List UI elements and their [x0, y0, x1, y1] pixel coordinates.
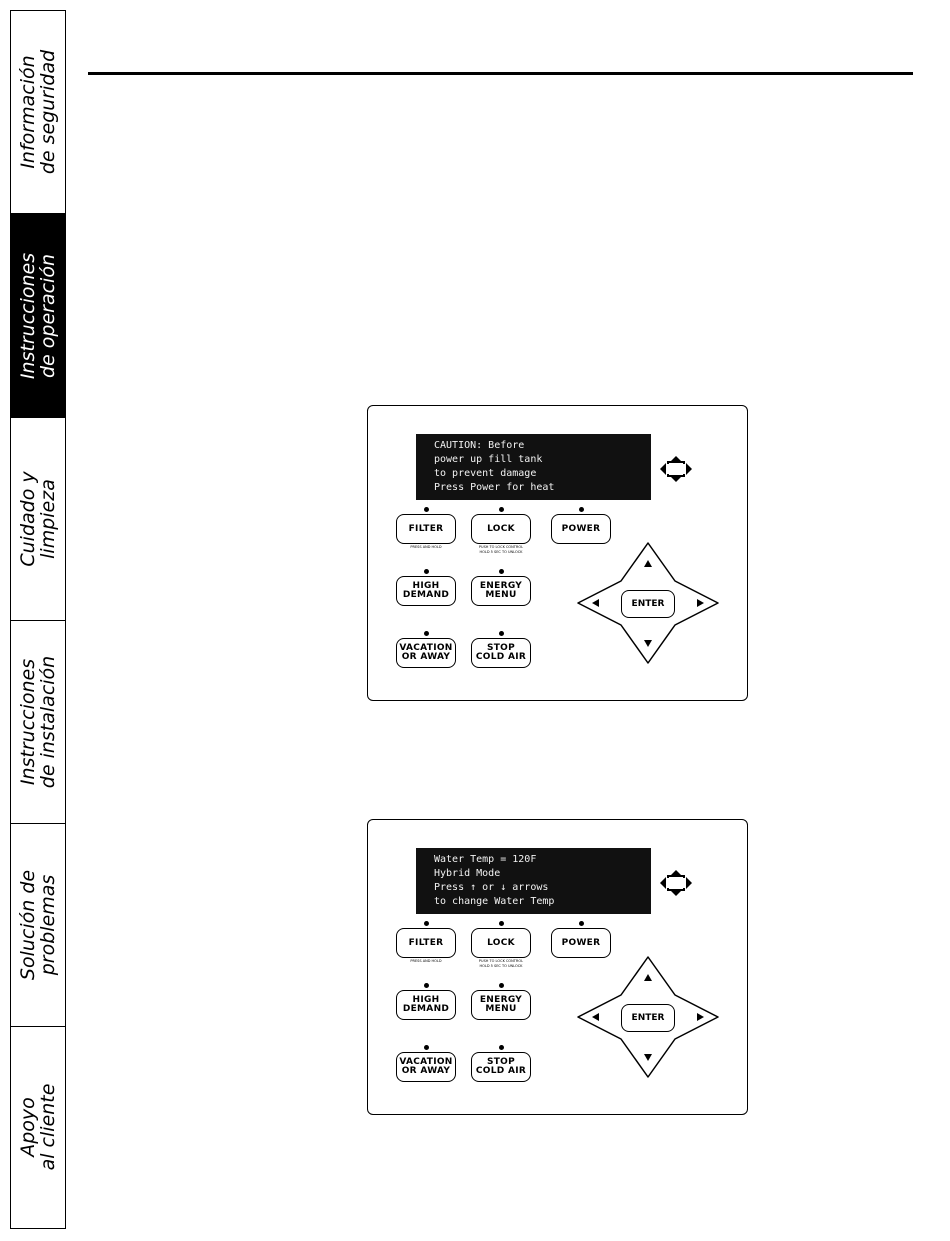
lock-label: LOCK	[487, 937, 515, 948]
energy-menu-label-2: MENU	[485, 590, 517, 600]
filter-sublabel: PRESS AND HOLD	[410, 959, 442, 963]
vacation-control	[395, 631, 457, 668]
enter-button[interactable]	[621, 1004, 675, 1032]
stop-cold-air-label-2: COLD AIR	[475, 652, 527, 662]
lock-indicator-light	[499, 507, 504, 512]
stop-cold-air-button[interactable]	[471, 1052, 531, 1082]
power-label: POWER	[561, 937, 601, 948]
stop-cold-air-control	[470, 631, 532, 668]
lcd-line: Water Temp = 120F	[434, 854, 537, 865]
tab-care-cleaning[interactable]	[11, 418, 65, 621]
tab-safety-information[interactable]	[11, 11, 65, 214]
vacation-or-away-button[interactable]	[396, 1052, 456, 1082]
vacation-label-1: VACATION	[399, 643, 453, 653]
vacation-label-2: OR AWAY	[401, 652, 451, 662]
vacation-label-1: VACATION	[399, 1057, 453, 1067]
energy-menu-control	[470, 983, 532, 1020]
vacation-control	[395, 1045, 457, 1082]
energy-menu-label-1: ENERGY	[479, 995, 523, 1005]
lcd-line: CAUTION: Before	[434, 440, 525, 451]
energy-menu-indicator-light	[499, 983, 504, 988]
high-demand-button[interactable]	[396, 990, 456, 1020]
filter-button[interactable]	[396, 928, 456, 958]
energy-menu-button[interactable]	[471, 990, 531, 1020]
tab-label: Apoyo al cliente	[17, 1083, 59, 1171]
tab-label: Cuidado y limpieza	[17, 471, 59, 567]
tab-troubleshooting[interactable]	[11, 824, 65, 1027]
stop-cold-air-label-1: STOP	[486, 1057, 516, 1067]
lock-control	[470, 921, 532, 968]
section-tabs	[10, 10, 66, 1229]
lcd-display	[416, 848, 651, 914]
high-demand-label-2: DEMAND	[402, 590, 450, 600]
filter-label: FILTER	[408, 937, 444, 948]
lcd-line: power up fill tank	[434, 454, 543, 465]
high-demand-indicator-light	[424, 983, 429, 988]
stop-cold-air-label-1: STOP	[486, 643, 516, 653]
high-demand-label-2: DEMAND	[402, 1004, 450, 1014]
lcd-display	[416, 434, 651, 500]
lock-sublabel-1: PUSH TO LOCK CONTROL	[478, 545, 524, 549]
lcd-line: Press ↑ or ↓ arrows	[434, 882, 549, 893]
filter-button[interactable]	[396, 514, 456, 544]
four-arrow-nav-icon	[658, 454, 694, 484]
energy-menu-indicator-light	[499, 569, 504, 574]
lcd-line: to prevent damage	[434, 468, 537, 479]
vacation-indicator-light	[424, 631, 429, 636]
high-demand-label-1: HIGH	[412, 581, 440, 591]
tab-label: Solución de problemas	[17, 869, 59, 981]
enter-label: ENTER	[631, 599, 665, 609]
filter-indicator-light	[424, 921, 429, 926]
tab-label: Instrucciones de instalación	[17, 655, 59, 789]
lock-sublabel-1: PUSH TO LOCK CONTROL	[478, 959, 524, 963]
filter-sublabel: PRESS AND HOLD	[410, 545, 442, 549]
stop-cold-air-button[interactable]	[471, 638, 531, 668]
lock-label: LOCK	[487, 523, 515, 534]
tab-installation-instructions[interactable]	[11, 621, 65, 824]
vacation-or-away-button[interactable]	[396, 638, 456, 668]
stop-cold-air-indicator-light	[499, 631, 504, 636]
enter-button[interactable]	[621, 590, 675, 618]
tab-customer-support[interactable]	[11, 1027, 65, 1227]
lcd-line: Hybrid Mode	[434, 868, 501, 879]
stop-cold-air-label-2: COLD AIR	[475, 1066, 527, 1076]
lcd-line: Press Power for heat	[434, 482, 555, 493]
high-demand-control	[395, 983, 457, 1020]
lock-button[interactable]	[471, 514, 531, 544]
control-panel-water-temp	[367, 819, 748, 1115]
energy-menu-label-1: ENERGY	[479, 581, 523, 591]
enter-label: ENTER	[631, 1013, 665, 1023]
vacation-indicator-light	[424, 1045, 429, 1050]
high-demand-button[interactable]	[396, 576, 456, 606]
energy-menu-button[interactable]	[471, 576, 531, 606]
high-demand-control	[395, 569, 457, 606]
power-indicator-light	[579, 507, 584, 512]
filter-label: FILTER	[408, 523, 444, 534]
high-demand-label-1: HIGH	[412, 995, 440, 1005]
power-indicator-light	[579, 921, 584, 926]
lock-control	[470, 507, 532, 554]
tab-operating-instructions[interactable]	[11, 214, 65, 418]
vacation-label-2: OR AWAY	[401, 1066, 451, 1076]
filter-control	[395, 921, 457, 963]
lock-sublabel-2: HOLD 5 SEC TO UNLOCK	[479, 550, 523, 554]
stop-cold-air-indicator-light	[499, 1045, 504, 1050]
lcd-line: to change Water Temp	[434, 896, 555, 907]
filter-indicator-light	[424, 507, 429, 512]
tab-label: Instrucciones de operación	[17, 252, 59, 379]
tab-label: Información de seguridad	[17, 49, 59, 175]
lock-button[interactable]	[471, 928, 531, 958]
filter-control	[395, 507, 457, 549]
stop-cold-air-control	[470, 1045, 532, 1082]
header-rule	[88, 72, 913, 75]
high-demand-indicator-light	[424, 569, 429, 574]
lock-sublabel-2: HOLD 5 SEC TO UNLOCK	[479, 964, 523, 968]
energy-menu-control	[470, 569, 532, 606]
energy-menu-label-2: MENU	[485, 1004, 517, 1014]
lock-indicator-light	[499, 921, 504, 926]
four-arrow-nav-icon	[658, 868, 694, 898]
control-panel-caution	[367, 405, 748, 701]
power-label: POWER	[561, 523, 601, 534]
